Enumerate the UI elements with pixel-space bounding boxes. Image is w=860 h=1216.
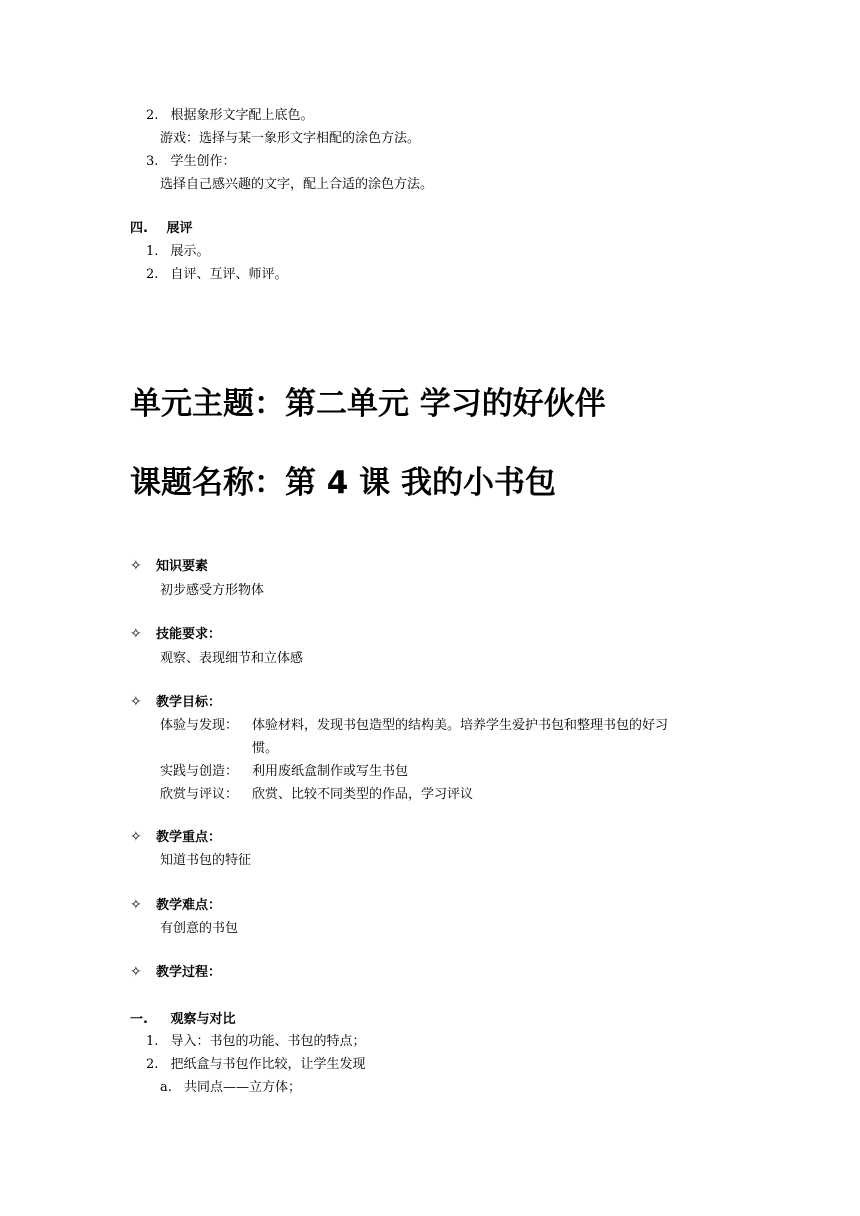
heading-text: 教学过程： xyxy=(156,965,222,980)
list-item xyxy=(146,153,236,171)
list-text: 导入：书包的功能、书包的特点； xyxy=(170,1034,366,1049)
goal-row xyxy=(160,717,668,735)
bullet-heading xyxy=(130,896,221,915)
section-title: 展评 xyxy=(166,221,193,236)
list-text: 自评、互评、师评。 xyxy=(170,267,288,282)
list-number: 2. xyxy=(146,108,159,123)
heading-text: 教学难点： xyxy=(156,898,222,913)
list-number: 3. xyxy=(146,154,159,169)
body-text: 有创意的书包 xyxy=(160,921,239,936)
list-text: 把纸盒与书包作比较，让学生发现 xyxy=(170,1057,366,1072)
sub-list-item xyxy=(160,1079,301,1097)
heading-text: 知识要素 xyxy=(156,559,209,574)
section-heading xyxy=(130,1011,236,1029)
sub-list-letter: a. xyxy=(160,1080,172,1095)
diamond-bullet-icon: ✧ xyxy=(130,964,142,980)
list-number: 1. xyxy=(146,244,159,259)
goal-text: 欣赏、比较不同类型的作品，学习评议 xyxy=(252,787,474,802)
heading-text: 技能要求： xyxy=(156,627,222,642)
list-item xyxy=(146,266,288,284)
section-heading xyxy=(130,220,193,238)
list-item xyxy=(146,1033,366,1051)
diamond-bullet-icon: ✧ xyxy=(130,694,142,710)
list-text: 学生创作： xyxy=(170,154,236,169)
bullet-heading xyxy=(130,557,208,576)
list-subtext: 选择自己感兴趣的文字，配上合适的涂色方法。 xyxy=(160,177,434,192)
section-title: 观察与对比 xyxy=(170,1012,236,1027)
list-number: 2. xyxy=(146,267,159,282)
list-number: 1. xyxy=(146,1034,159,1049)
section-number: 四. xyxy=(130,221,148,236)
list-item xyxy=(146,243,210,261)
bullet-heading xyxy=(130,625,221,644)
lesson-title: 课题名称：第 4 课 我的小书包 xyxy=(130,465,556,501)
list-text: 根据象形文字配上底色。 xyxy=(170,108,314,123)
list-item xyxy=(146,1056,366,1074)
goal-text: 利用废纸盒制作或写生书包 xyxy=(252,764,409,779)
list-number: 2. xyxy=(146,1057,159,1072)
diamond-bullet-icon: ✧ xyxy=(130,829,142,845)
goal-label: 欣赏与评议： xyxy=(160,787,239,802)
bullet-heading xyxy=(130,963,221,982)
goal-label: 实践与创造： xyxy=(160,764,239,779)
diamond-bullet-icon: ✧ xyxy=(130,558,142,574)
goal-text: 体验材料，发现书包造型的结构美。培养学生爱护书包和整理书包的好习 xyxy=(252,718,669,733)
body-text: 知道书包的特征 xyxy=(160,853,252,868)
goal-label: 体验与发现： xyxy=(160,718,239,733)
diamond-bullet-icon: ✧ xyxy=(130,897,142,913)
goal-row xyxy=(160,786,473,804)
section-number: 一. xyxy=(130,1012,148,1027)
body-text: 观察、表现细节和立体感 xyxy=(160,651,304,666)
bullet-heading xyxy=(130,693,221,712)
list-subtext: 游戏：选择与某一象形文字相配的涂色方法。 xyxy=(160,131,421,146)
diamond-bullet-icon: ✧ xyxy=(130,626,142,642)
list-text: 展示。 xyxy=(170,244,210,259)
heading-text: 教学目标： xyxy=(156,695,222,710)
body-text: 初步感受方形物体 xyxy=(160,583,265,598)
unit-title: 单元主题：第二单元 学习的好伙伴 xyxy=(130,386,606,422)
list-item xyxy=(146,107,314,125)
bullet-heading xyxy=(130,828,221,847)
heading-text: 教学重点： xyxy=(156,830,222,845)
goal-row xyxy=(160,763,408,781)
goal-text-continued: 惯。 xyxy=(252,741,279,756)
sub-list-text: 共同点——立方体； xyxy=(184,1080,302,1095)
